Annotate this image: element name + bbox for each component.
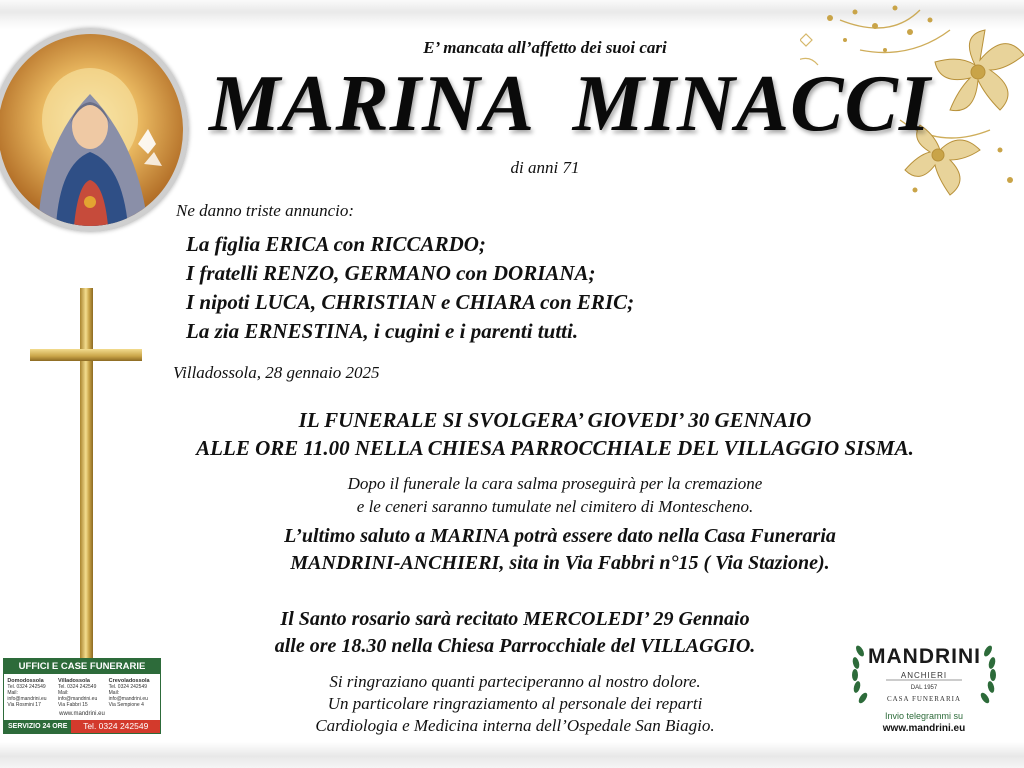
office-tel: Tel. 0324 242549 — [108, 684, 148, 690]
funeral-line: ALLE ORE 11.00 NELLA CHIESA PARROCCHIALE DEL VILLAGGIO SISMA. — [196, 436, 914, 460]
thanks-text — [255, 671, 775, 737]
thanks-line: Un particolare ringraziamento al personale dei reparti — [327, 694, 703, 713]
offices-footer — [4, 720, 160, 733]
thanks-line: Cardiologia e Medicina interna dell’Ospedale San Biagio. — [315, 716, 715, 735]
family-line: I nipoti LUCA, CHRISTIAN e CHIARA con ERIC; — [186, 290, 635, 314]
announce-line: Ne danno triste annuncio: — [176, 201, 355, 220]
office-column — [109, 678, 157, 708]
logo-since: DAL 1957 — [910, 685, 938, 691]
family-line: La figlia ERICA con RICCARDO; — [186, 232, 486, 256]
cremation-info — [240, 472, 870, 518]
cremation-line: e le ceneri saranno tumulate nel cimitero di Montescheno. — [356, 497, 754, 516]
deceased-name: MARINA MINACCI — [209, 60, 931, 148]
madonna-figure-icon — [0, 34, 183, 226]
service-badge: SERVIZIO 24 ORE — [4, 720, 71, 733]
bottom-frame-band — [0, 742, 1024, 768]
office-column — [7, 678, 55, 708]
family-line: I fratelli RENZO, GERMANO con DORIANA; — [186, 261, 596, 285]
farewell-info — [200, 523, 920, 577]
funeral-info — [100, 406, 1010, 462]
office-addr: Via Sempione 4 — [108, 702, 144, 708]
logo-subtitle: ANCHIERI — [900, 671, 948, 680]
phone-number[interactable]: Tel. 0324 242549 — [71, 720, 160, 733]
age-line: di anni 71 — [510, 158, 580, 177]
rosary-line: Il Santo rosario sarà recitato MERCOLEDI’ 29 Gennaio — [280, 608, 750, 630]
offices-title: UFFICI E CASE FUNERARIE — [4, 659, 160, 674]
offices-box — [3, 658, 161, 734]
rosary-line: alle ore 18.30 nella Chiesa Parrocchiale del VILLAGGIO. — [274, 635, 756, 657]
office-mail: Mail: info@mandrini.eu — [7, 690, 47, 702]
gold-cross-horizontal — [30, 349, 142, 361]
office-addr: Via Fabbri 15 — [57, 702, 88, 708]
logo-website[interactable]: www.mandrini.eu — [882, 723, 966, 734]
cremation-line: Dopo il funerale la cara salma proseguirà per la cremazione — [347, 474, 763, 493]
telegrams-label: Invio telegrammi su — [884, 711, 964, 721]
office-tel: Tel. 0324 242549 — [7, 684, 46, 690]
rosary-info — [200, 606, 830, 660]
family-list — [186, 230, 634, 346]
farewell-line: L’ultimo saluto a MARINA potrà essere dato nella Casa Funeraria — [284, 525, 836, 547]
thanks-line: Si ringraziano quanti parteciperanno al nostro dolore. — [329, 672, 701, 691]
office-addr: Via Rosmini 17 — [7, 702, 41, 708]
intro-line: E’ mancata all’affetto dei suoi cari — [423, 38, 667, 57]
mandrini-logo — [846, 633, 1002, 743]
office-column — [58, 678, 106, 708]
farewell-line: MANDRINI-ANCHIERI, sita in Via Fabbri n°15 ( Via Stazione). — [290, 552, 830, 574]
office-mail: Mail: info@mandrini.eu — [108, 690, 148, 702]
office-town: Villadossola — [57, 678, 90, 684]
offices-website[interactable]: www.mandrini.eu — [59, 711, 105, 717]
logo-casa: CASA FUNERARIA — [886, 695, 962, 703]
logo-name: MANDRINI — [868, 645, 981, 668]
funeral-line: IL FUNERALE SI SVOLGERA’ GIOVEDI’ 30 GENNAIO — [298, 408, 812, 432]
family-line: La zia ERNESTINA, i cugini e i parenti tutti. — [186, 319, 579, 343]
office-tel: Tel. 0324 242549 — [57, 684, 97, 690]
office-town: Crevoladossola — [108, 678, 150, 684]
office-mail: Mail: info@mandrini.eu — [57, 690, 98, 702]
offices-columns — [4, 674, 160, 708]
place-date: Villadossola, 28 gennaio 2025 — [173, 363, 380, 382]
gold-cross-vertical — [80, 288, 93, 666]
office-town: Domodossola — [7, 678, 44, 684]
madonna-medallion-image — [0, 28, 189, 232]
